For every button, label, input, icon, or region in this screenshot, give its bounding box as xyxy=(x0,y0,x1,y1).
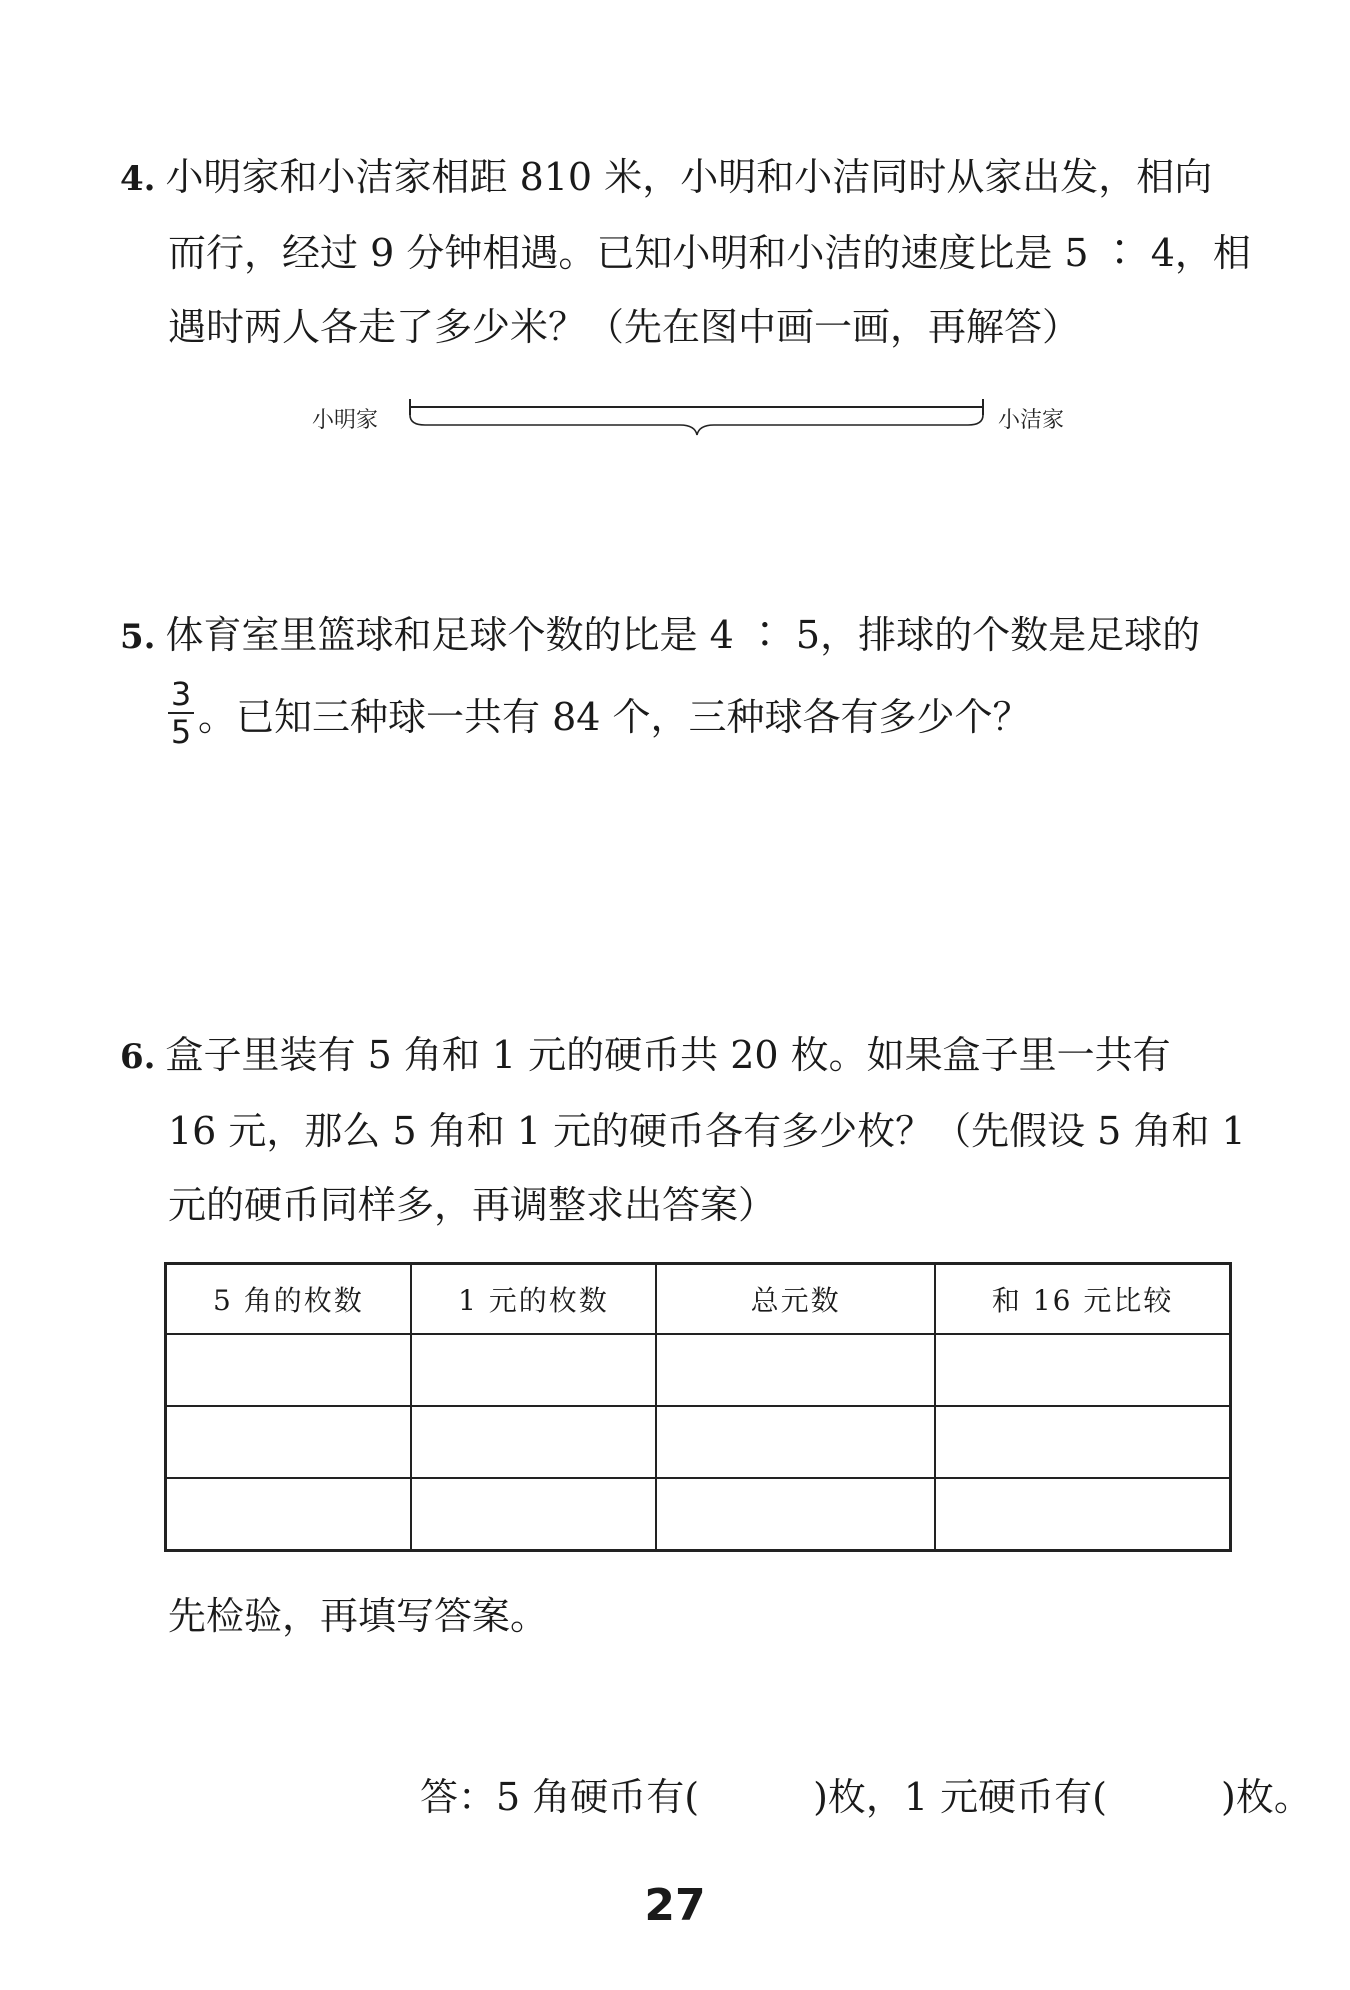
table-row xyxy=(166,1478,1231,1551)
xiaoming-home-label: 小明家 xyxy=(312,408,379,433)
problem-4-line-1: 4. 小明家和小洁家相距 810 米，小明和小洁同时从家出发，相向 xyxy=(120,155,1213,199)
fraction-three-fifths: $\frac{3}{5}$ xyxy=(168,676,194,750)
table-row xyxy=(166,1406,1231,1478)
problem-6-line-1: 6. 盒子里装有 5 角和 1 元的硬币共 20 枚。如果盒子里一共有 xyxy=(120,1033,1171,1077)
page-number: 27 xyxy=(644,1880,706,1931)
problem-6 xyxy=(120,1018,1246,1242)
problem-4 xyxy=(120,140,1251,364)
table-cell[interactable] xyxy=(656,1334,935,1406)
problem-4-line-2: 而行，经过 9 分钟相遇。已知小明和小洁的速度比是 5 ∶ 4，相 xyxy=(168,231,1251,275)
coin-table xyxy=(164,1262,1232,1552)
table-cell[interactable] xyxy=(411,1334,656,1406)
header-compare-16: 和 16 元比较 xyxy=(935,1264,1230,1335)
problem-number: 6. xyxy=(120,1037,156,1077)
table-cell[interactable] xyxy=(935,1406,1230,1478)
problem-5 xyxy=(120,598,1240,758)
check-instruction: 先检验，再填写答案。 xyxy=(168,1594,549,1638)
segment-line-with-brace xyxy=(405,385,990,445)
problem-5-line-1: 5. 体育室里篮球和足球个数的比是 4 ∶ 5，排球的个数是足球的 xyxy=(120,613,1201,657)
problem-6-line-2: 16 元，那么 5 角和 1 元的硬币各有多少枚？（先假设 5 角和 1 xyxy=(168,1109,1246,1153)
table-cell[interactable] xyxy=(166,1406,411,1478)
table-row xyxy=(166,1334,1231,1406)
xiaojie-home-label: 小洁家 xyxy=(998,408,1065,433)
table-cell[interactable] xyxy=(166,1334,411,1406)
problem-number: 5. xyxy=(120,617,156,657)
table-cell[interactable] xyxy=(935,1478,1230,1551)
problem-4-line-3: 遇时两人各走了多少米？（先在图中画一画，再解答） xyxy=(168,305,1081,349)
distance-diagram xyxy=(0,385,1350,455)
header-one-yuan-count: 1 元的枚数 xyxy=(411,1264,656,1335)
table-cell[interactable] xyxy=(411,1406,656,1478)
problem-number: 4. xyxy=(120,159,156,199)
table-cell[interactable] xyxy=(656,1478,935,1551)
problem-6-line-3: 元的硬币同样多，再调整求出答案） xyxy=(168,1183,777,1227)
table-cell[interactable] xyxy=(411,1478,656,1551)
problem-5-line-2: $\frac{3}{5}$ 。已知三种球一共有 84 个，三种球各有多少个？ xyxy=(120,680,1240,758)
header-five-jiao-count: 5 角的枚数 xyxy=(166,1264,411,1335)
table-cell[interactable] xyxy=(656,1406,935,1478)
answer-line: 答：5 角硬币有( )枚，1 元硬币有( )枚。 xyxy=(420,1775,1312,1819)
table-header-row xyxy=(166,1264,1231,1335)
table-cell[interactable] xyxy=(166,1478,411,1551)
table-cell[interactable] xyxy=(935,1334,1230,1406)
header-total-yuan: 总元数 xyxy=(656,1264,935,1335)
